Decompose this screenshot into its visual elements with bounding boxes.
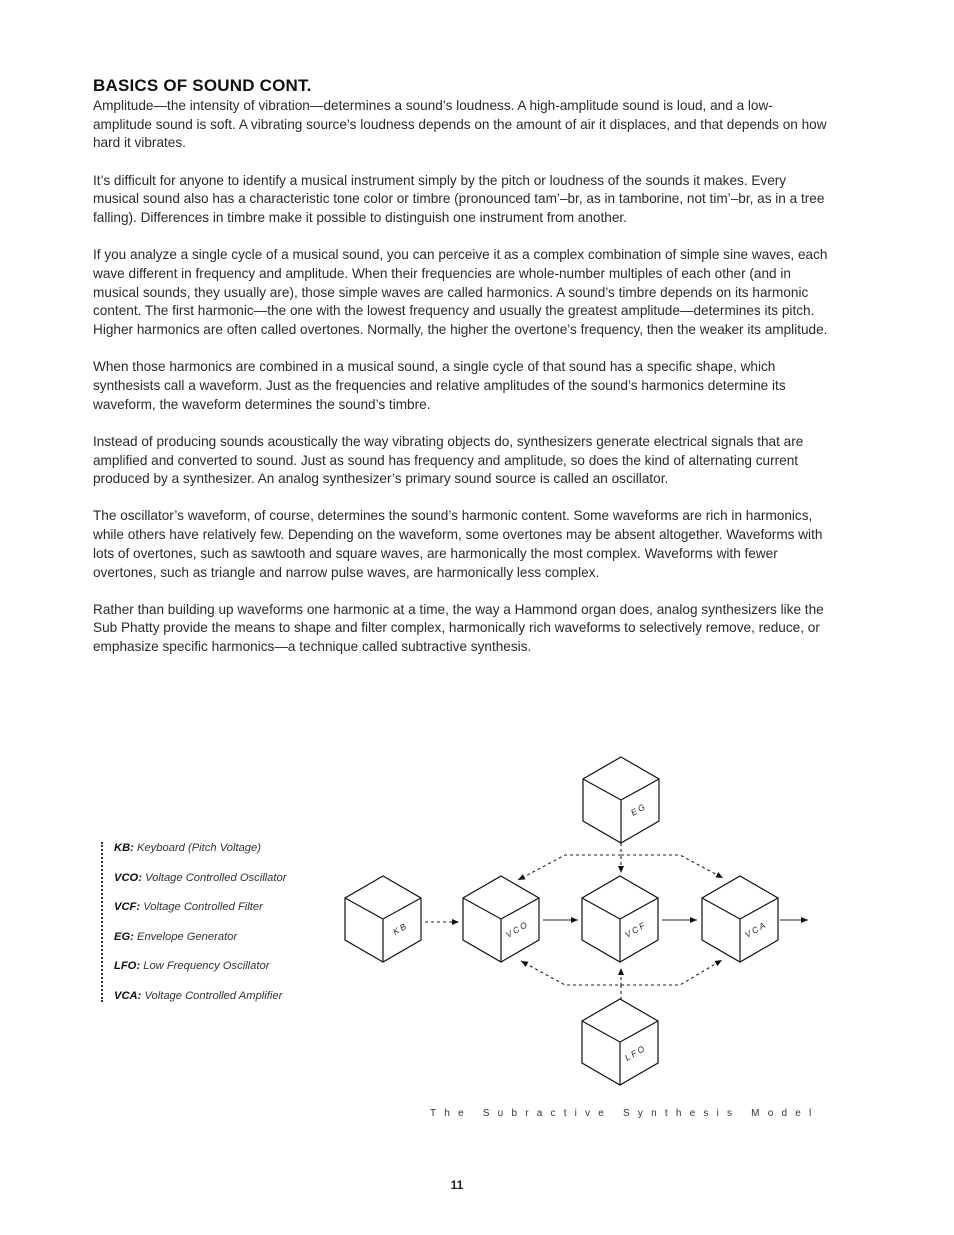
module-label-kb: KB <box>391 920 410 937</box>
connector-eg-vco <box>518 843 621 880</box>
module-label-vca: VCA <box>743 919 769 940</box>
legend-item-eg <box>114 931 237 943</box>
module-label-vcf: VCF <box>623 919 649 940</box>
legend-item-vcf <box>114 901 263 913</box>
legend-abbr: KB: <box>114 842 134 854</box>
legend-desc: Low Frequency Oscillator <box>143 960 270 972</box>
paragraph: Rather than building up waveforms one harmonic at a time, the way a Hammond organ does, analog synthesizers like the Sub Phatty provide the means to shape and filter complex, harmonically rich waveforms to selectively remove, reduce, or emphasize specific harmonics—a technique called subtractive synthesis. <box>93 601 824 655</box>
module-cube-kb <box>345 876 421 962</box>
legend-abbr: VCO: <box>114 871 142 884</box>
synthesis-diagram <box>330 750 820 1095</box>
legend-desc: Voltage Controlled Filter <box>143 901 263 913</box>
paragraph: The oscillator’s waveform, of course, determines the sound’s harmonic content. Some waveforms are rich in harmonics, while others have relatively few. Depending on the waveform, some overtones may be absent altogether. Waveforms with lots of overtones, such as sawtooth and square waves, are harmonically the most complex. Waveforms with fewer overtones, such as triangle and narrow pulse waves, are harmonically less complex. <box>93 508 823 580</box>
paragraph: Amplitude—the intensity of vibration—determines a sound’s loudness. A high-amplitude sound is loud, and a low-amplitude sound is soft. A vibrating source’s loudness depends on the amount of air it displaces, and that depends on how hard it vibrates. <box>93 98 827 151</box>
connector-lfo-vco <box>521 961 621 1000</box>
module-cube-lfo <box>582 999 658 1085</box>
legend-item-vco <box>114 872 286 884</box>
legend-desc: Keyboard (Pitch Voltage) <box>137 842 261 854</box>
page-title: BASICS OF SOUND CONT. <box>93 76 312 95</box>
module-label-lfo: LFO <box>623 1042 649 1063</box>
legend-desc: Voltage Controlled Amplifier <box>144 989 283 1002</box>
legend-item-lfo <box>114 960 269 972</box>
abbreviation-legend <box>101 842 343 1002</box>
legend-abbr: VCF: <box>114 901 141 913</box>
module-cube-vca <box>702 876 778 962</box>
legend-item-kb <box>114 842 261 854</box>
legend-abbr: EG: <box>114 930 134 943</box>
body-text <box>93 97 828 675</box>
module-label-eg: EG <box>629 800 649 818</box>
legend-desc: Voltage Controlled Oscillator <box>145 871 287 884</box>
module-cube-vco <box>463 876 539 962</box>
legend-abbr: LFO: <box>114 960 141 972</box>
legend-desc: Envelope Generator <box>137 930 238 943</box>
module-cube-vcf <box>582 876 658 962</box>
module-label-vco: VCO <box>504 918 531 940</box>
paragraph: Instead of producing sounds acoustically the way vibrating objects do, synthesizers generate electrical signals that are amplified and converted to sound. Just as sound has frequency and amplitude, so does the kind of alternating current produced by a synthesizer. An analog synthesizer’s primary sound source is called an oscillator. <box>93 433 804 487</box>
diagram-caption: The Subractive Synthesis Model <box>430 1108 820 1119</box>
connector-lfo-vca <box>621 960 722 985</box>
legend-abbr: VCA: <box>114 989 142 1002</box>
paragraph: If you analyze a single cycle of a musical sound, you can perceive it as a complex combination of simple sine waves, each wave different in frequency and amplitude. When their frequencies are whole-number multiples of each other (and in musical sounds, they usually are), those simple waves are called harmonics. A sound’s timbre depends on its harmonic content. The first harmonic—the one with the lowest frequency and usually the greatest amplitude—determines its pitch. Higher harmonics are often called overtones. Normally, the higher the overtone’s frequency, then the weaker its amplitude. <box>93 247 828 338</box>
paragraph: When those harmonics are combined in a musical sound, a single cycle of that sound has a specific shape, which synthesists call a waveform. Just as the frequencies and relative amplitudes of the sound’s harmonics determine its waveform, the waveform determines the sound’s timbre. <box>93 359 786 412</box>
page-number: 11 <box>450 1178 464 1192</box>
module-cube-eg <box>583 757 659 843</box>
paragraph: It’s difficult for anyone to identify a musical instrument simply by the pitch or loudness of the sounds it makes. Every musical sound also has a characteristic tone color or timbre (pronounced tam’–br, as in tamborine, not tim’–br, as in a tree falling). Differences in timbre make it possible to distinguish one instrument from another. <box>93 172 825 226</box>
legend-item-vca <box>114 990 282 1002</box>
connector-eg-vca <box>621 855 723 878</box>
